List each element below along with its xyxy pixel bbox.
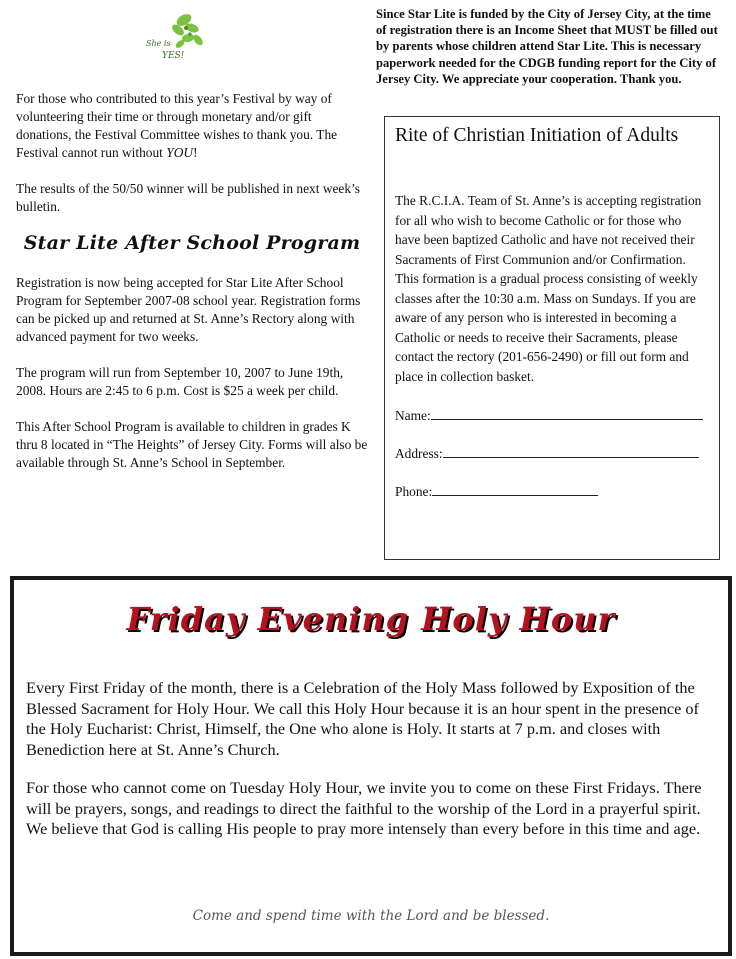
raffle-results: The results of the 50/50 winner will be published in next week’s bulletin. (16, 181, 360, 214)
star-lite-schedule: The program will run from September 10, 2007 to June 19th, 2008. Hours are 2:45 to 6 p.m. Cost is $25 a week per child. (16, 365, 344, 398)
star-lite-heading: Star Lite After School Program (23, 232, 361, 254)
address-line[interactable] (443, 443, 699, 458)
name-line[interactable] (431, 405, 703, 420)
phone-line[interactable] (432, 481, 598, 496)
star-lite-availability: This After School Program is available to children in grades K thru 8 located in “The Heights” of Jersey City. Forms will also be available through St. Anne’s School in September. (16, 419, 368, 470)
rcia-paragraph-formation: This formation is a gradual process consisting of weekly classes after the 10:30 a.m. Mass on Sundays. If you are aware of any person who is interested in becoming a Catholic or needs to receive their Sacraments, please contact the rectory (201-656-2490) or fill out form and place in collection basket. (395, 271, 698, 384)
rcia-body (395, 191, 709, 386)
star-lite-funding-notice: Since Star Lite is funded by the City of Jersey City, at the time of registration there is an Income Sheet that MUST be filled out by parents whose children attend Star Lite. This is necessary paperwork needed for the CDGB funding report for the City of Jersey City. We appreciate your cooperation. Thank you. (376, 7, 718, 86)
green-leaf-logo (140, 8, 212, 64)
left-column (16, 90, 368, 490)
festival-thanks: For those who contributed to this year’s Festival by way of volunteering their time or through monetary and/or gift donations, the Festival Committee wishes to thank you. The Festival cannot run without YOU! (16, 91, 338, 160)
holy-hour-paragraph-2: For those who cannot come on Tuesday Holy Hour, we invite you to come on these First Fridays. There will be prayers, songs, and readings to direct the faithful to the worship of the Lord in a prayerful spirit. We believe that God is calling His people to pray more intensely than every before in this time and age. (26, 778, 702, 838)
holy-hour-paragraph-1: Every First Friday of the month, there is a Celebration of the Holy Mass followed by Exposition of the Blessed Sacrament for Holy Hour. We call this Holy Hour because it is an hour spent in the presence of the Holy Eucharist: Christ, Himself, the One who alone is Holy. It starts at 7 p.m. and closes with Benediction here at St. Anne’s Church. (26, 678, 699, 759)
name-field[interactable]: Name: (395, 405, 709, 424)
holy-hour-title: Friday Evening Holy Hour (126, 600, 616, 638)
address-field[interactable]: Address: (395, 443, 709, 462)
holy-hour-footer: Come and spend time with the Lord and be blessed. (192, 908, 550, 924)
holy-hour-body (26, 678, 716, 858)
rcia-paragraph-registration: The R.C.I.A. Team of St. Anne’s is accepting registration for all who wish to become Catholic or for those who have been baptized Catholic and have not received their Sacraments of First Communion and/or Confirmation. (395, 193, 702, 267)
holy-hour-box (10, 576, 732, 956)
rcia-title: Rite of Christian Initiation of Adults (395, 125, 679, 146)
star-lite-registration: Registration is now being accepted for Star Lite After School Program for September 2007-08 school year. Registration forms can be picked up and returned at St. Anne’s Rectory along with advanced payment for two weeks. (16, 275, 361, 344)
phone-field[interactable]: Phone: (395, 481, 709, 500)
rcia-box (384, 116, 720, 560)
svg-text:She is: She is (146, 39, 171, 48)
svg-text:YES!: YES! (162, 51, 185, 61)
